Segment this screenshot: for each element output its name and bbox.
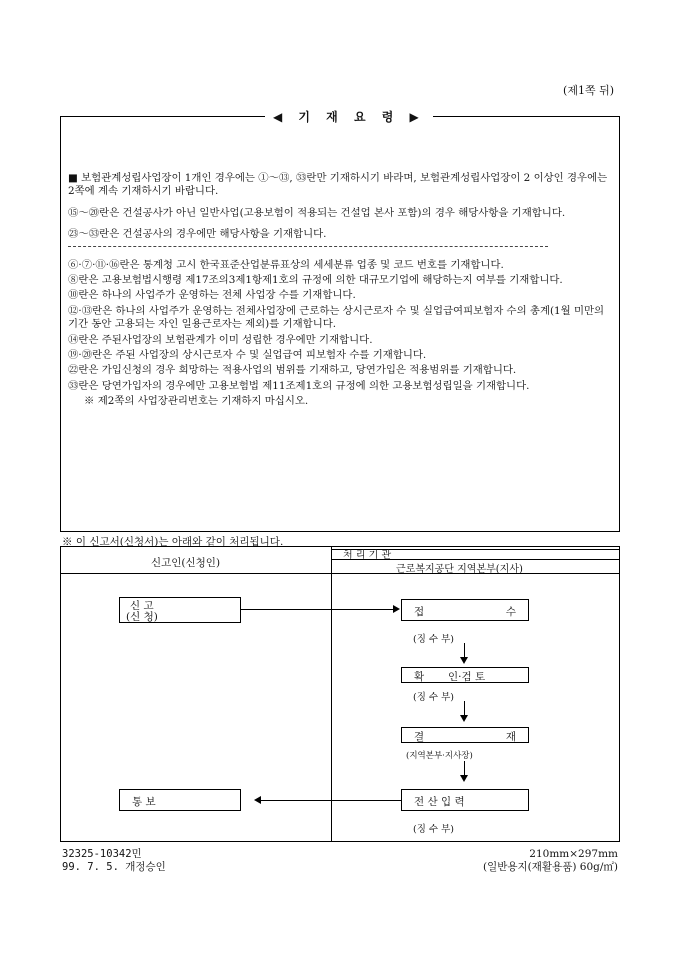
step-dept: (징 수 부)	[413, 824, 454, 835]
step-dept: (징 수 부)	[413, 692, 454, 703]
right-header-bottom: 근로복지공단 지역본부(지사)	[396, 564, 523, 575]
applicant-label: 신 고	[130, 600, 154, 612]
guide-paragraph: ■ 보험관계성립사업장이 1개인 경우에는 ①～⑬, ㉝란만 기재하시기 바라며, 보험관계성립사업장이 2 이상인 경우에는 2쪽에 계속 기재하시기 바랍니다.	[68, 172, 608, 198]
guide-paragraph: ㉒란은 가입신청의 경우 희망하는 적용사업의 범위를 기재하고, 당연가입은 적용범위를 기재합니다.	[68, 364, 517, 377]
right-header-top: 처 리 기 관	[343, 550, 392, 561]
step-box-approve	[401, 727, 529, 743]
step-label: 확	[414, 671, 425, 683]
step-label: 인·검 토	[448, 671, 486, 683]
arrow-down-icon	[460, 657, 468, 664]
guide-paragraph: ㉓～㉝란은 건설공사의 경우에만 해당사항을 기재합니다.	[68, 228, 327, 241]
notify-box	[119, 789, 241, 811]
guide-paragraph: ⑲·⑳란은 주된 사업장의 상시근로자 수 및 실업급여 피보험자 수를 기재합니다.	[68, 349, 427, 362]
notify-label: 통 보	[132, 796, 156, 808]
column-divider	[331, 547, 332, 841]
connector	[464, 761, 465, 775]
arrow-line	[241, 609, 393, 610]
step-label: 수	[505, 606, 516, 618]
step-box-receive	[401, 599, 529, 621]
arrow-down-icon	[460, 775, 468, 782]
flow-box	[60, 546, 620, 842]
step-box-data-entry	[401, 789, 529, 811]
paper-size: 210mm×297mm	[529, 848, 618, 860]
step-label: 전 산 입 력	[414, 796, 465, 808]
left-header: 신고인(신청인)	[151, 557, 221, 569]
guide-paragraph: ⑮～⑳란은 건설공사가 아닌 일반사업(고용보험이 적용되는 건설업 본사 포함)의 경우 해당사항을 기재합니다.	[68, 206, 566, 219]
header-rule	[61, 573, 619, 574]
step-box-review	[401, 667, 529, 683]
approval-date: 99. 7. 5. 개정승인	[62, 861, 166, 873]
step-dept: (징 수 부)	[413, 634, 454, 645]
connector	[464, 643, 465, 657]
applicant-box	[119, 597, 241, 623]
guide-body	[68, 172, 616, 417]
guide-paragraph: ⑩란은 하나의 사업주가 운영하는 전체 사업장 수를 기재합니다.	[68, 289, 356, 302]
arrow-left-icon	[254, 796, 261, 804]
step-label: 접	[414, 606, 425, 618]
connector	[464, 701, 465, 715]
form-number: 32325-10342민	[62, 848, 142, 860]
divider	[68, 246, 548, 247]
step-dept: (지역본부·지사장)	[406, 751, 473, 761]
guide-paragraph: ⑭란은 주된사업장의 보험관계가 이미 성립한 경우에만 기재합니다.	[68, 333, 373, 346]
guide-paragraph: ⑥·⑦·⑪·⑯란은 통계청 고시 한국표준산업분류표상의 세세분류 업종 및 코드 번호를 기재합니다.	[68, 258, 504, 271]
step-label: 결	[414, 731, 425, 743]
applicant-label: (신 청)	[126, 611, 158, 623]
paper-type: (일반용지(재활용품) 60g/㎡)	[483, 861, 618, 873]
arrow-line	[261, 800, 401, 801]
arrow-down-icon	[460, 715, 468, 722]
guide-paragraph: ㉝란은 당연가입자의 경우에만 고용보험법 제11조제1호의 규정에 의한 고용보험성립일을 기재합니다.	[68, 379, 530, 392]
guide-paragraph: ⑫·⑬란은 하나의 사업주가 운영하는 전체사업장에 근로하는 상시근로자 수 및 실업급여피보험자 수의 총계(1월 미만의 기간 동안 고용되는 자인 일용근로자는 제외)를 기재합니다.	[68, 304, 605, 331]
page-label: (제1쪽 뒤)	[563, 84, 614, 97]
step-label: 재	[505, 731, 516, 743]
guide-title: ◀ 기 재 요 령 ▶	[265, 108, 433, 125]
footer-right	[483, 848, 618, 874]
flow-caption: ※ 이 신고서(신청서)는 아래와 같이 처리됩니다.	[62, 536, 284, 548]
footer-left	[62, 848, 166, 874]
arrow-right-icon	[393, 605, 400, 613]
guide-note: ※ 제2쪽의 사업장관리번호는 기재하지 마십시오.	[84, 395, 309, 408]
guide-paragraph: ⑧란은 고용보험법시행령 제17조의3제1항제1호의 규정에 의한 대규모기업에 해당하는지 여부를 기재합니다.	[68, 274, 563, 287]
